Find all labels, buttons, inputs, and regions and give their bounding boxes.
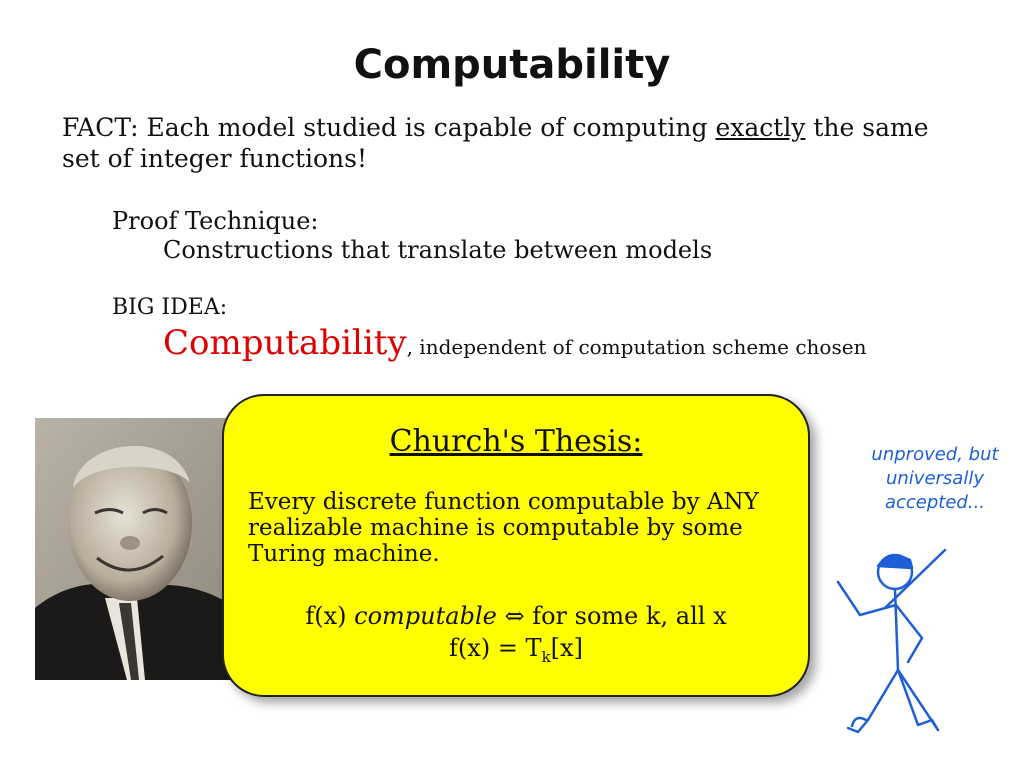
formula1-italic: computable — [354, 602, 497, 630]
big-idea-heading: BIG IDEA: — [112, 295, 228, 320]
big-idea-line — [163, 323, 866, 363]
formula-line-1 — [224, 602, 808, 630]
fact-emphasis: exactly — [715, 113, 806, 142]
fact-prefix: FACT: Each model studied is capable of computing — [62, 113, 716, 142]
fact-suffix: the same set of integer functions! — [62, 113, 929, 173]
stick-figure-icon — [800, 520, 1020, 760]
formula-line-2 — [224, 634, 808, 666]
big-idea-word: Computability — [163, 323, 407, 363]
callout-body: Every discrete function computable by ANY realizable machine is computable by some Turing machine. — [248, 489, 759, 567]
note-line-3: accepted... — [884, 492, 986, 513]
portrait-illustration — [35, 418, 235, 680]
proof-heading: Proof Technique: — [112, 207, 319, 235]
stick-right-leg — [898, 670, 938, 730]
callout-title: Church's Thesis: — [389, 424, 643, 459]
stick-hip-arm — [896, 605, 922, 662]
church-portrait-photo — [35, 418, 235, 680]
churchs-thesis-callout — [222, 394, 810, 697]
note-line-1: unproved, but — [871, 444, 999, 465]
formula2-pre: f(x) = T — [449, 634, 542, 662]
proof-body: Constructions that translate between models — [163, 236, 713, 264]
slide-title: Computability — [353, 42, 671, 88]
speech-note — [855, 443, 1015, 515]
formula2-sub: k — [541, 647, 551, 666]
stick-cap — [878, 556, 912, 568]
note-line-2: universally — [885, 468, 984, 489]
stick-body — [895, 589, 898, 670]
stick-left-leg — [848, 670, 898, 732]
fact-statement — [62, 112, 962, 174]
formula1-post: ⇔ for some k, all x — [496, 602, 727, 630]
big-idea-rest: , independent of computation scheme chosen — [406, 335, 867, 359]
formula1-pre: f(x) — [305, 602, 355, 630]
formula2-post: [x] — [550, 634, 583, 662]
